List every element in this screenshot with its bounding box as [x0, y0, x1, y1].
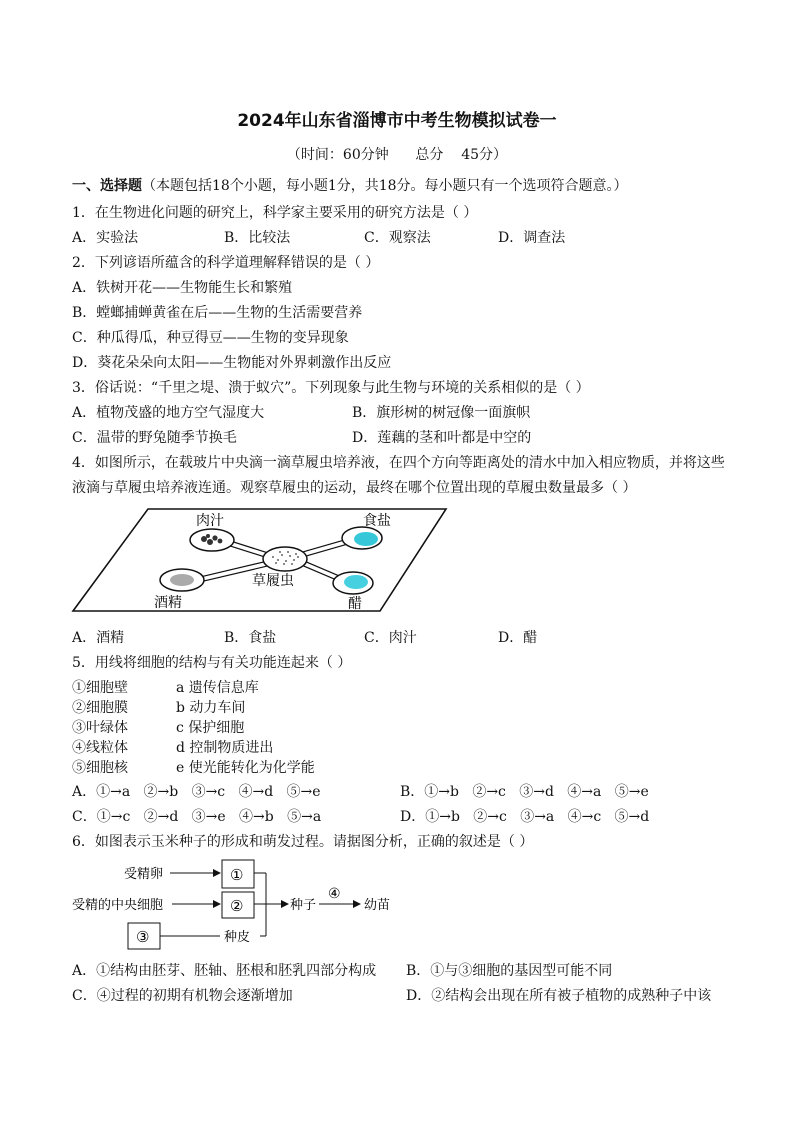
- q1-option-b[interactable]: B．比较法: [224, 230, 291, 246]
- q5-function-e: e 使光能转化为化学能: [176, 760, 315, 776]
- box-2-label: ②: [230, 897, 244, 915]
- q5-function-c: c 保护细胞: [176, 720, 245, 736]
- q3-option-c[interactable]: C．温带的野兔随季节换毛: [72, 430, 237, 446]
- q5-structure-5: ⑤细胞核: [72, 760, 128, 776]
- q5-function-d: d 控制物质进出: [176, 740, 274, 756]
- section-heading: [72, 176, 628, 196]
- q5-option-d[interactable]: D．①→b ②→c ③→a ④→c ⑤→d: [400, 809, 650, 825]
- box-1-label: ①: [230, 866, 244, 884]
- paramecium-slide-figure: [70, 505, 450, 617]
- q6-option-a[interactable]: A．①结构由胚芽、胚轴、胚根和胚乳四部分构成: [72, 963, 377, 979]
- section-desc: （本题包括18个小题，每小题1分，共18分。每小题只有一个选项符合题意。）: [142, 178, 628, 194]
- q5-option-b[interactable]: B．①→b ②→c ③→d ④→a ⑤→e: [400, 784, 649, 800]
- label-seed: 种子: [290, 898, 317, 913]
- label-fertilized-egg: 受精卵: [124, 867, 164, 882]
- label-seed-coat: 种皮: [224, 930, 251, 945]
- q6-option-d[interactable]: D．②结构会出现在所有被子植物的成熟种子中该: [406, 988, 712, 1004]
- q5-function-b: b 动力车间: [176, 700, 246, 716]
- q5-structure-3: ③叶绿体: [72, 720, 128, 736]
- question-4-stem-line1: 4．如图所示，在载玻片中央滴一滴草履虫培养液，在四个方向等距离处的清水中加入相应物质，并将这些: [72, 455, 725, 471]
- label-paramecium: 草履虫: [252, 573, 294, 589]
- box-3-label: ③: [136, 928, 150, 946]
- q6-option-b[interactable]: B．①与③细胞的基因型可能不同: [406, 963, 613, 979]
- q1-option-c[interactable]: C．观察法: [364, 230, 431, 246]
- salt-solution: [354, 532, 378, 546]
- q5-structure-2: ②细胞膜: [72, 700, 128, 716]
- page-title: 2024年山东省淄博市中考生物模拟试卷一: [237, 111, 557, 131]
- q2-option-d[interactable]: D．葵花朵朵向太阳——生物能对外界刺激作出反应: [72, 355, 392, 371]
- q6-option-c[interactable]: C．④过程的初期有机物会逐渐增加: [72, 988, 293, 1004]
- label-seedling: 幼苗: [364, 898, 391, 913]
- question-4-stem-line2: 液滴与草履虫培养液连通。观察草履虫的运动，最终在哪个位置出现的草履虫数量最多（ ）: [72, 480, 637, 496]
- q2-option-b[interactable]: B．螳螂捕蝉黄雀在后——生物的生活需要营养: [72, 305, 363, 321]
- drop-paramecium-culture: [263, 547, 307, 571]
- alcohol-solution: [170, 574, 194, 586]
- q5-function-a: a 遗传信息库: [176, 680, 259, 696]
- q5-option-a[interactable]: A．①→a ②→b ③→c ④→d ⑤→e: [72, 784, 321, 800]
- q1-option-d[interactable]: D．调查法: [498, 230, 566, 246]
- label-vinegar: 醋: [348, 596, 362, 612]
- label-central-cell: 受精的中央细胞: [72, 898, 164, 913]
- vinegar-solution: [344, 575, 368, 589]
- q4-option-c[interactable]: C．肉汁: [364, 630, 417, 646]
- q2-option-c[interactable]: C．种瓜得瓜，种豆得豆——生物的变异现象: [72, 330, 349, 346]
- exam-info: （时间：60分钟 总分 45分）: [286, 147, 508, 163]
- q5-option-c[interactable]: C．①→c ②→d ③→e ④→b ⑤→a: [72, 809, 322, 825]
- corn-seed-flow-figure: [70, 856, 400, 952]
- label-meat: 肉汁: [196, 513, 224, 529]
- question-5-stem: 5．用线将细胞的结构与有关功能连起来（ ）: [72, 655, 352, 671]
- q1-option-a[interactable]: A．实验法: [72, 230, 139, 246]
- q4-option-b[interactable]: B．食盐: [224, 630, 277, 646]
- label-step-4: ④: [328, 886, 341, 902]
- q3-option-b[interactable]: B．旗形树的树冠像一面旗帜: [352, 405, 531, 421]
- question-1-stem: 1．在生物进化问题的研究上，科学家主要采用的研究方法是（ ）: [72, 205, 478, 221]
- q5-structure-4: ④线粒体: [72, 740, 128, 756]
- q4-option-d[interactable]: D．醋: [498, 630, 538, 646]
- label-alcohol: 酒精: [154, 595, 182, 611]
- q3-option-d[interactable]: D．莲藕的茎和叶都是中空的: [352, 430, 532, 446]
- question-3-stem: 3．俗话说：“千里之堤、溃于蚁穴”。下列现象与此生物与环境的关系相似的是（ ）: [72, 380, 590, 396]
- label-salt: 食盐: [363, 513, 391, 529]
- q3-option-a[interactable]: A．植物茂盛的地方空气湿度大: [72, 405, 265, 421]
- section-title: 一、选择题: [72, 178, 142, 194]
- question-6-stem: 6．如图表示玉米种子的形成和萌发过程。请据图分析，正确的叙述是（ ）: [72, 834, 534, 850]
- q4-option-a[interactable]: A．酒精: [72, 630, 125, 646]
- q2-option-a[interactable]: A．铁树开花——生物能生长和繁殖: [72, 280, 293, 296]
- q5-structure-1: ①细胞壁: [72, 680, 128, 696]
- question-2-stem: 2．下列谚语所蕴含的科学道理解释错误的是（ ）: [72, 255, 380, 271]
